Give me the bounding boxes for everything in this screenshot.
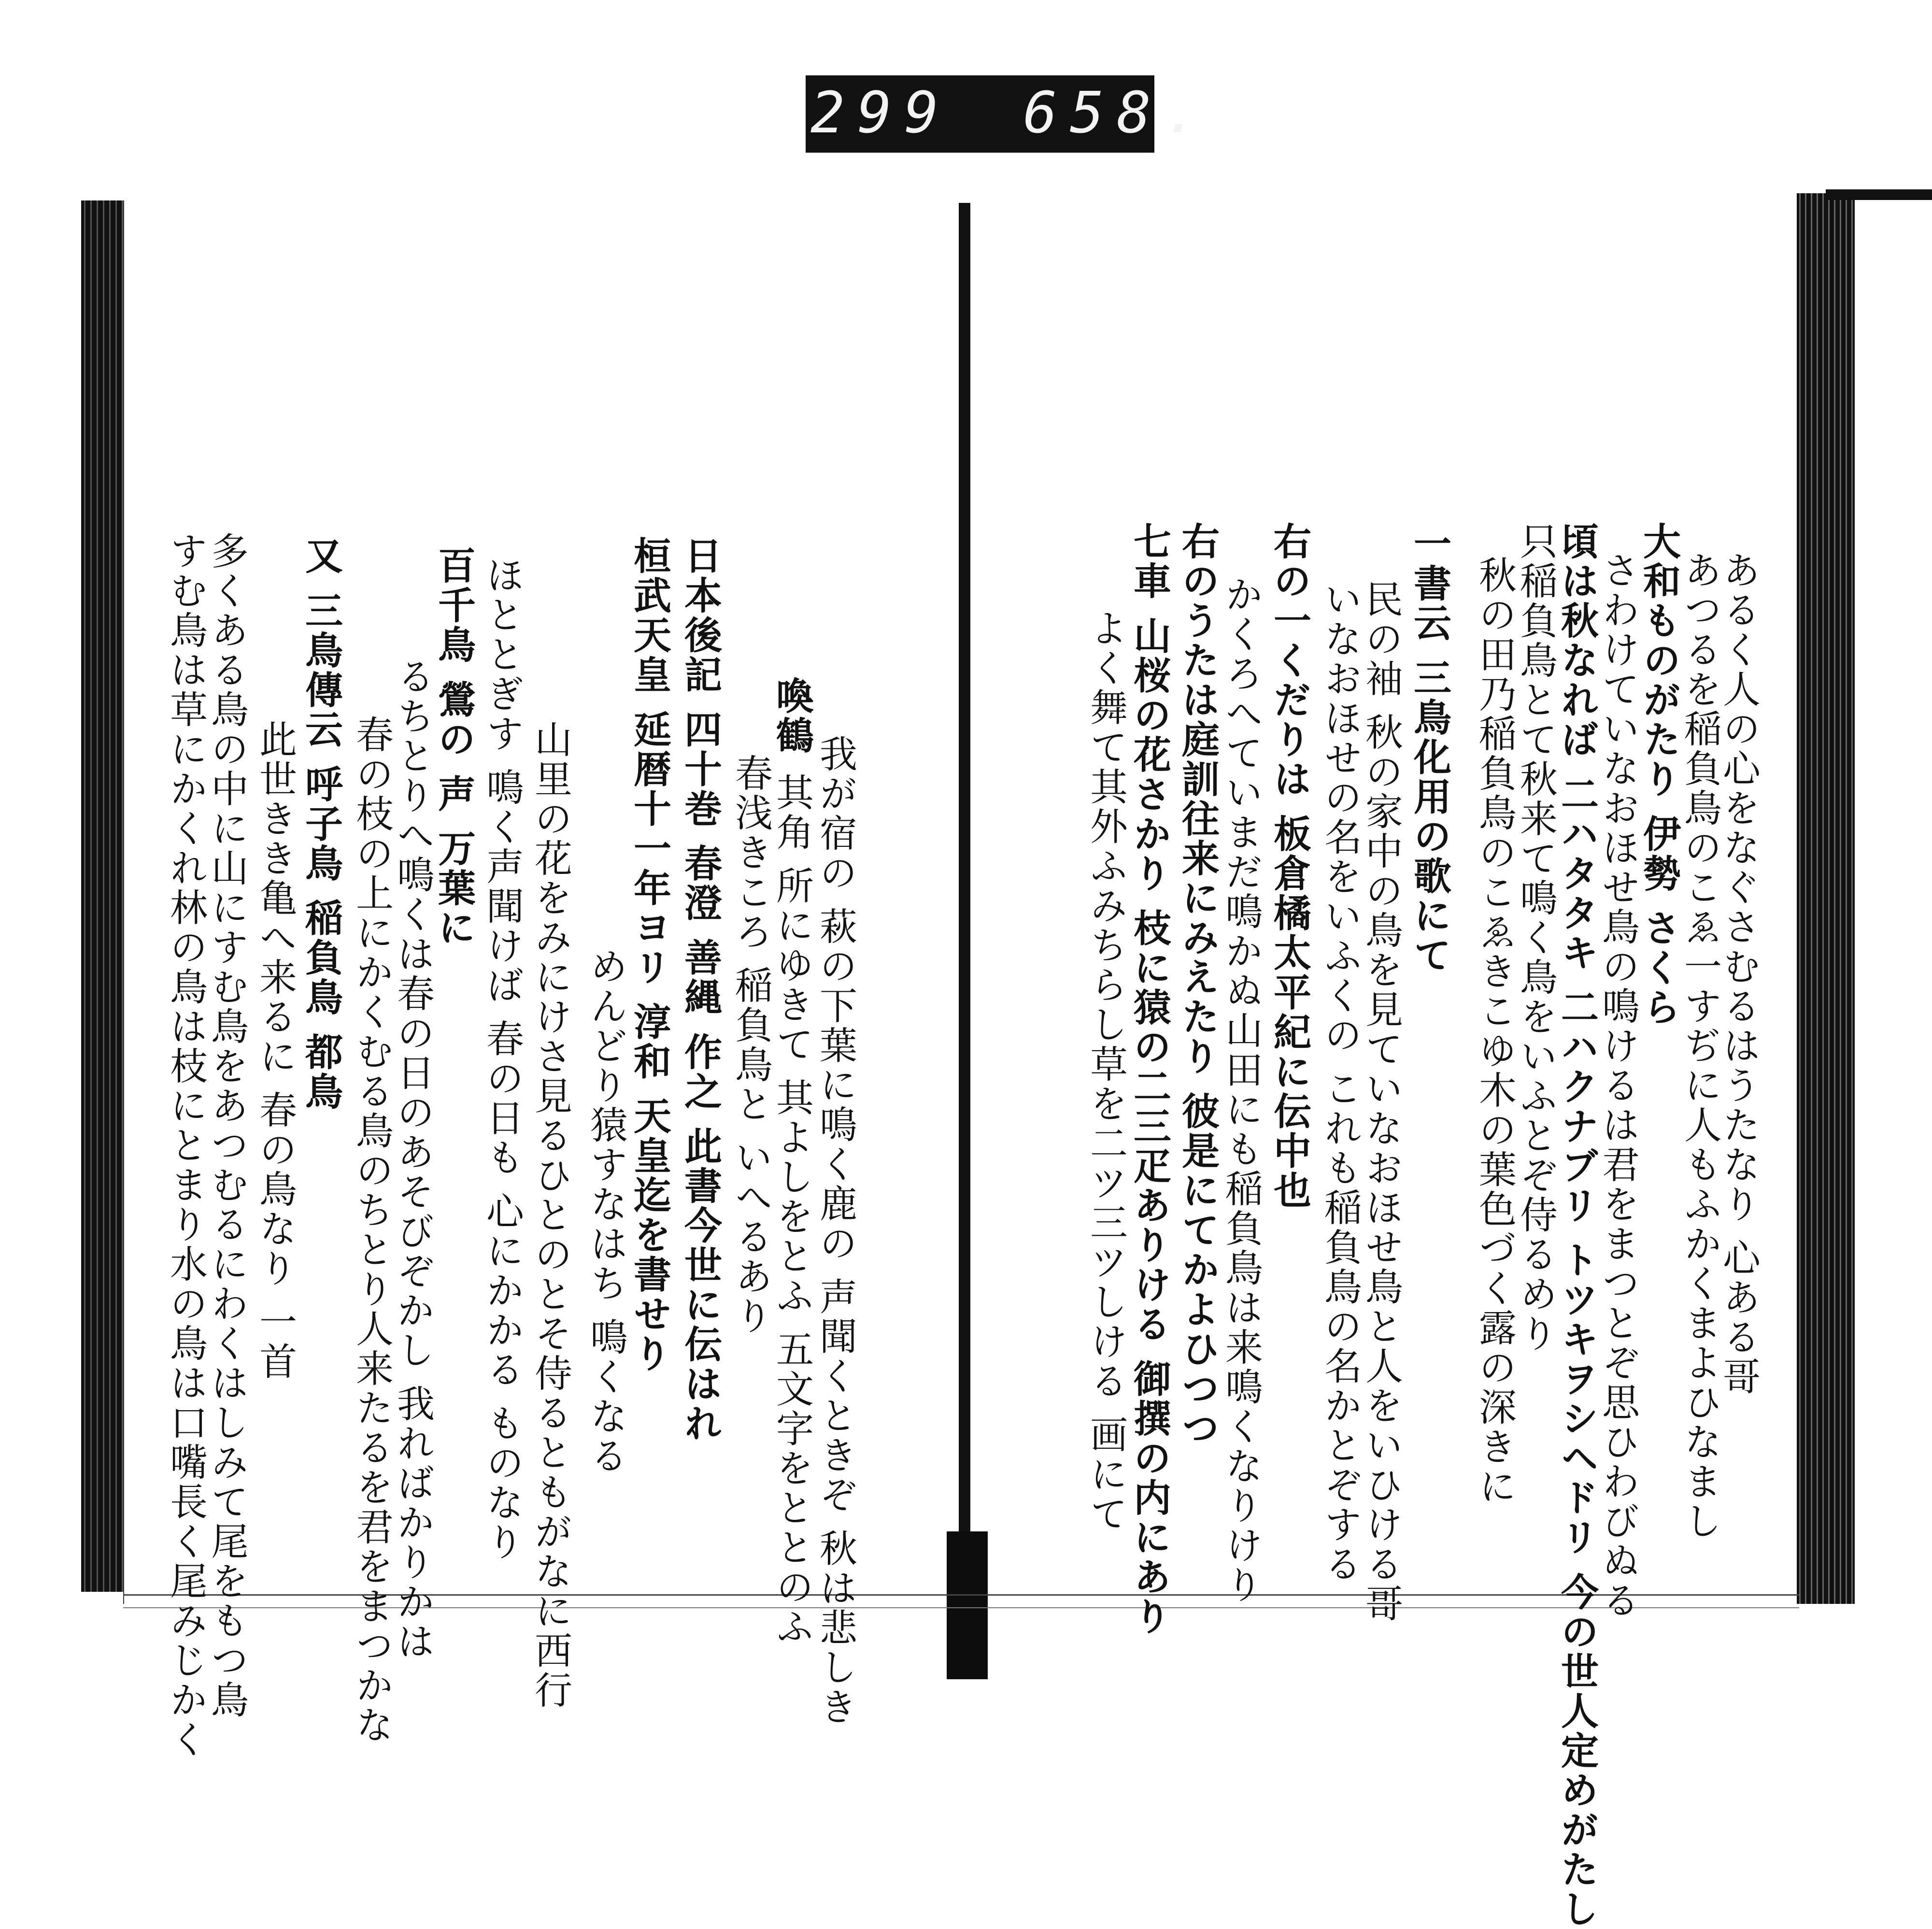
left-col-4: 春浅きころ 稲負鳥と いへるあり [729,754,772,1336]
right-col-4: さわけていなおほせ鳥の鳴けるは君をまつとぞ思ひわびぬる [1596,551,1639,1620]
right-col-2: あつるを稲負鳥のこゑ一すぢに人もふかくまよひなまし [1678,551,1721,1541]
right-col-3: 大和ものがたり 伊勢 さくら [1637,522,1681,1028]
right-col-7: 秋の田乃稲負鳥のこゑきこゆ木の葉色づく露の深きに [1473,556,1516,1506]
left-col-13: 又 三鳥傳云 呼子鳥 稲負鳥 都鳥 [299,536,343,1112]
right-col-8: 一書云 三鳥化用の歌にて [1407,524,1451,975]
left-col-2: 喚鶴 [770,676,814,756]
right-col-10: いなおほせの名をいふくの これも稲負鳥の名かとぞする [1318,580,1362,1584]
left-col-9: ほととぎす 鳴く声聞けば 春の日も 心にかかる ものなり [480,556,524,1562]
left-col-11: るちとりへ鳴くは春の日のあそびぞかし 我ればかりかは [391,657,434,1661]
right-col-15: よく舞て其外ふみちらし草を二ツ三ツしける 画にて [1084,609,1127,1534]
right-col-9: 民の袖 秋の家中の鳥を見ていなおほせ鳥と人をいひける哥 [1359,580,1403,1624]
left-col-6: 桓武天皇 延暦十一年ヨリ 淳和 天皇迄を書せり [627,536,671,1374]
frame-number: 658. [1023,79,1211,146]
top-edge-bar [1826,189,1932,200]
right-col-14: 七車 山桜の花さかり 枝に猿の二三疋ありける 御撰の内にあり [1127,522,1171,1637]
left-col-1: 我が宿の 萩の下葉に鳴く鹿の 声聞くときぞ 秋は悲しき [813,734,857,1727]
left-col-14: 此世きき亀へ来るに 春の鳥なり 一首 [253,720,297,1382]
left-col-7: めんどり猿すなはち 鳴くなる [584,947,627,1476]
book-gutter [959,203,970,1594]
right-col-11: 右の一くだりは 板倉橘太平紀に伝中也 [1267,522,1311,1211]
frame-counter [806,75,1211,153]
right-col-1: あるく人の心をなぐさむるはうたなり 心ある哥 [1717,551,1760,1397]
right-col-6: 只稲負鳥とて秋来て鳴く鳥をいふとぞ侍るめり [1514,522,1557,1354]
right-page-edge [1797,193,1855,1604]
left-col-10: 百千鳥 鶯の 声 万葉に [432,546,476,948]
left-col-15: 多くある鳥の中に山にすむ鳥をあつむるにわくはしみて尾をもつ鳥 [205,531,248,1720]
right-col-5: 頃は秋なれば 二ハタタキ 二ハクナブリ トツキヲシヘドリ 今の世人定めがたし [1555,522,1599,1929]
left-col-3: 其角 所にゆきて 其よしをとふ 五文字をととのふ [770,773,813,1647]
left-page-edge [81,200,128,1592]
left-col-5: 日本後記 四十巻 春澄 善縄 作之 此書今世に伝はれ [678,536,722,1443]
right-col-13: 右のうたは庭訓往来にみえたり 彼是にてかよひつつ [1176,522,1220,1448]
left-col-12: 春の枝の上にかくむる鳥のちとり人来たるを君をまつかな [350,715,393,1745]
roll-number: 299 [810,79,952,146]
right-col-12: かくろへていまだ鳴かぬ山田にも稲負鳥は来鳴くなりけり [1219,575,1263,1605]
left-col-8: 山里の花をみにけさ見るひとのとそ侍るともがなに西行 [528,720,572,1710]
left-col-16: すむ鳥は草にかくれ林の鳥は枝にとまり水の鳥は口嘴長く尾みじかく [164,531,207,1759]
